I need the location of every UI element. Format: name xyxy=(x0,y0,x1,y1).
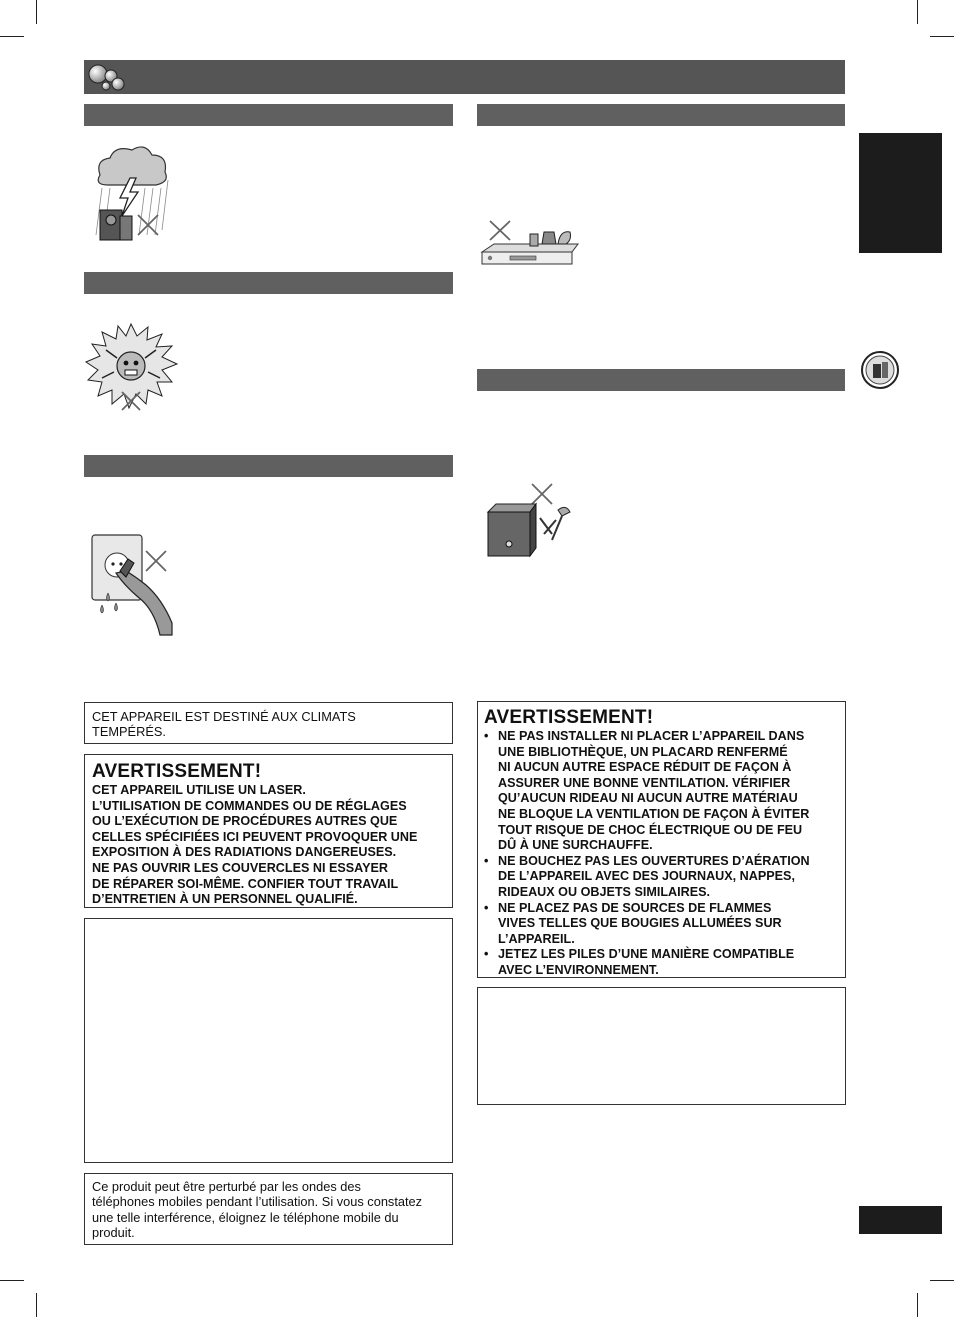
wet-hand-plug-icon xyxy=(90,533,175,638)
safety-icon xyxy=(860,350,900,390)
section-header-bar xyxy=(84,272,453,294)
empty-info-box xyxy=(477,987,846,1105)
mobile-notice-line: produit. xyxy=(92,1225,135,1241)
laser-warning-box xyxy=(84,754,453,908)
laser-warning-line: CELLES SPÉCIFIÉES ICI PEUVENT PROVOQUER UNE xyxy=(92,829,418,844)
climate-notice-line: CET APPAREIL EST DESTINÉ AUX CLIMATS xyxy=(92,709,356,724)
install-warning-box xyxy=(477,701,846,978)
crop-mark xyxy=(36,1293,37,1317)
stereo-with-objects-icon xyxy=(480,218,580,268)
laser-warning-title: AVERTISSEMENT! xyxy=(92,761,262,782)
laser-warning-line: DE RÉPARER SOI-MÊME. CONFIER TOUT TRAVAIL xyxy=(92,876,399,891)
page-number-tab xyxy=(859,1206,942,1234)
section-header-bar xyxy=(84,455,453,477)
page-title-bar xyxy=(84,60,845,94)
crop-mark xyxy=(930,36,954,37)
mobile-notice-box xyxy=(84,1173,453,1245)
mobile-notice-line: une telle interférence, éloignez le téléphone mobile du xyxy=(92,1209,399,1225)
laser-warning-line: NE PAS OUVRIR LES COUVERCLES NI ESSAYER xyxy=(92,860,389,875)
crop-mark xyxy=(917,1293,918,1317)
crop-mark xyxy=(0,36,24,37)
language-tab xyxy=(859,133,942,253)
install-warning-bullet: • NE BOUCHEZ PAS LES OUVERTURES D’AÉRATION DE L’APPAREIL AVEC DES JOURNAUX, NAPPES, RIDEAUX OU OBJETS SIMILAIRES. xyxy=(484,854,839,901)
climate-notice-box xyxy=(84,702,453,744)
laser-warning-line: L’UTILISATION DE COMMANDES OU DE RÉGLAGES xyxy=(92,798,407,813)
crop-mark xyxy=(930,1280,954,1281)
install-warning-bullet: • NE PLACEZ PAS DE SOURCES DE FLAMMES VIVES TELLES QUE BOUGIES ALLUMÉES SUR L’APPAREIL. xyxy=(484,901,839,948)
section-header-bar xyxy=(477,104,845,126)
crop-mark xyxy=(0,1280,24,1281)
bubbles-icon xyxy=(86,62,130,94)
climate-notice-line: TEMPÉRÉS. xyxy=(92,724,166,740)
section-header-bar xyxy=(477,369,845,391)
mobile-notice-line: Ce produit peut être perturbé par les ondes des xyxy=(92,1179,361,1194)
laser-warning-line: OU L’EXÉCUTION DE PROCÉDURES AUTRES QUE xyxy=(92,814,398,829)
empty-info-box xyxy=(84,918,453,1163)
section-header-bar xyxy=(84,104,453,126)
mobile-notice-line: téléphones mobiles pendant l’utilisation. Si vous constatez xyxy=(92,1194,423,1210)
laser-warning-line: CET APPAREIL UTILISE UN LASER. xyxy=(92,783,306,797)
crop-mark xyxy=(917,0,918,24)
laser-warning-line: EXPOSITION À DES RADIATIONS DANGEREUSES. xyxy=(92,845,397,860)
install-warning-bullet: • JETEZ LES PILES D’UNE MANIÈRE COMPATIBLE AVEC L’ENVIRONNEMENT. xyxy=(484,947,839,978)
speaker-with-tools-icon xyxy=(482,482,577,562)
install-warning-bullet: • NE PAS INSTALLER NI PLACER L’APPAREIL DANS UNE BIBLIOTHÈQUE, UN PLACARD RENFERMÉ NI AUCUN AUTRE ESPACE RÉDUIT DE FAÇON À ASSURER UNE BONNE VENTILATION. VÉRIFIER QU’AUCUN RIDEAU NI AUCUN AUTRE MATÉRIAU NE BLOQUE LA VENTILATION DE FAÇON À ÉVITER TOUT RISQUE DE CHOC ÉLECTRIQUE OU DE FEU DÛ À UNE SURCHAUFFE. xyxy=(484,729,839,854)
electric-shock-icon xyxy=(84,322,179,414)
crop-mark xyxy=(36,0,37,24)
install-warning-title: AVERTISSEMENT! xyxy=(484,707,654,728)
lightning-storm-icon xyxy=(90,140,175,245)
laser-warning-line: D’ENTRETIEN À UN PERSONNEL QUALIFIÉ. xyxy=(92,892,358,907)
